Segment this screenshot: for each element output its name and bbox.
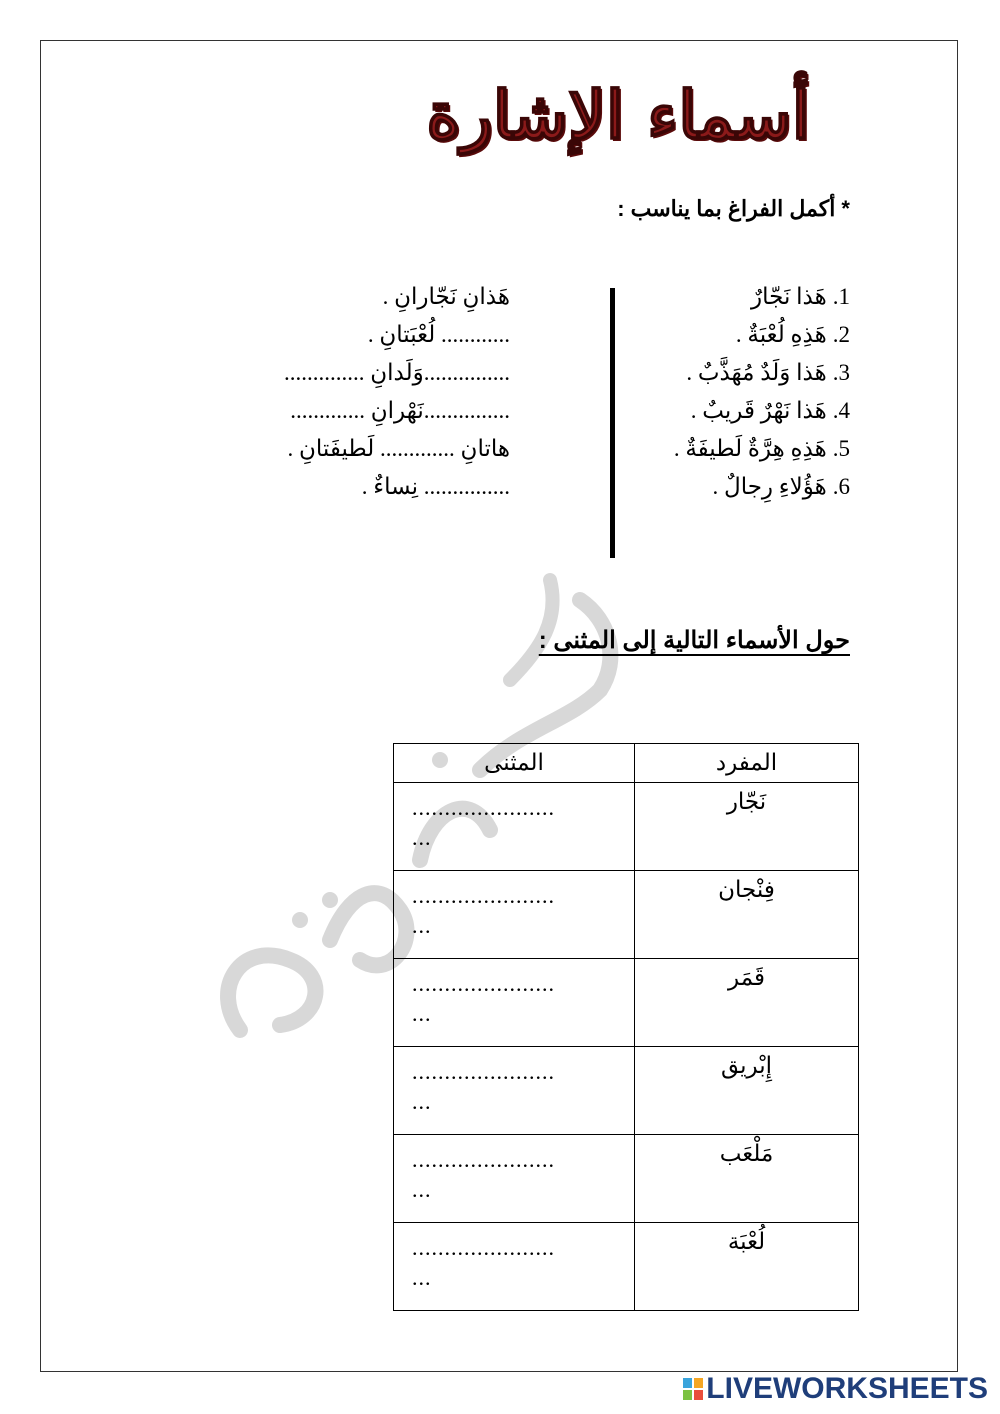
dual-answer-field[interactable]: ...................... ... xyxy=(394,1223,635,1311)
list-item: 6.هَؤُلاءِ رِجالٌ . xyxy=(712,474,850,499)
instruction-complete-blank: * أكمل الفراغ بما يناسب : xyxy=(617,196,850,221)
singular-cell: لُعْبَة xyxy=(635,1223,859,1311)
answer-blank[interactable]: ...............وَلَدانِ .............. xyxy=(284,360,510,385)
list-item: 3.هَذا وَلَدٌ مُهَذَّبٌ . xyxy=(686,360,850,385)
list-item: 4.هَذا نَهْرٌ قَريبٌ . xyxy=(690,398,850,423)
dual-answer-field[interactable]: ...................... ... xyxy=(394,871,635,959)
table-header-row xyxy=(394,744,859,783)
answer-blank[interactable]: ...............نَهْرانِ ............. xyxy=(290,398,510,423)
answer-blank[interactable]: هاتانِ ............. لَطيفَتانِ . xyxy=(287,436,510,461)
page-title: أسماء الإشارة xyxy=(426,76,810,154)
header-dual: المثنى xyxy=(394,744,635,783)
singular-cell: فِنْجان xyxy=(635,871,859,959)
liveworksheets-logo[interactable] xyxy=(683,1372,988,1406)
singular-cell: قَمَر xyxy=(635,959,859,1047)
dual-answer-field[interactable]: ...................... ... xyxy=(394,959,635,1047)
table-row xyxy=(394,783,859,871)
list-item: 5.هَذِهِ هِرَّةٌ لَطيفَةٌ . xyxy=(673,436,850,461)
liveworksheets-icon xyxy=(683,1378,703,1400)
dual-answer-field[interactable]: ...................... ... xyxy=(394,1135,635,1223)
singular-cell: نَجّار xyxy=(635,783,859,871)
dual-table xyxy=(393,743,859,1311)
table-row xyxy=(394,871,859,959)
table-row xyxy=(394,1135,859,1223)
table-row xyxy=(394,1047,859,1135)
answer-list xyxy=(150,278,510,506)
answer-blank[interactable]: ............... نِساءٌ . xyxy=(361,474,510,499)
column-divider xyxy=(610,288,615,558)
brand-text: LIVEWORKSHEETS xyxy=(706,1372,988,1405)
table-row xyxy=(394,959,859,1047)
singular-cell: مَلْعَب xyxy=(635,1135,859,1223)
table-row xyxy=(394,1223,859,1311)
list-item: 2.هَذِهِ لُعْبَةٌ . xyxy=(735,322,850,347)
dual-answer-field[interactable]: ...................... ... xyxy=(394,783,635,871)
sentence-list xyxy=(520,278,850,506)
dual-answer-field[interactable]: ...................... ... xyxy=(394,1047,635,1135)
singular-cell: إِبْريق xyxy=(635,1047,859,1135)
list-item: 1.هَذا نَجّارٌ xyxy=(751,284,850,309)
instruction-convert-dual: حول الأسماء التالية إلى المثنى : xyxy=(538,627,850,654)
answer-blank[interactable]: هَذانِ نَجّارانِ . xyxy=(382,284,510,309)
answer-blank[interactable]: ............ لُعْبَتانِ . xyxy=(367,322,510,347)
header-singular: المفرد xyxy=(635,744,859,783)
